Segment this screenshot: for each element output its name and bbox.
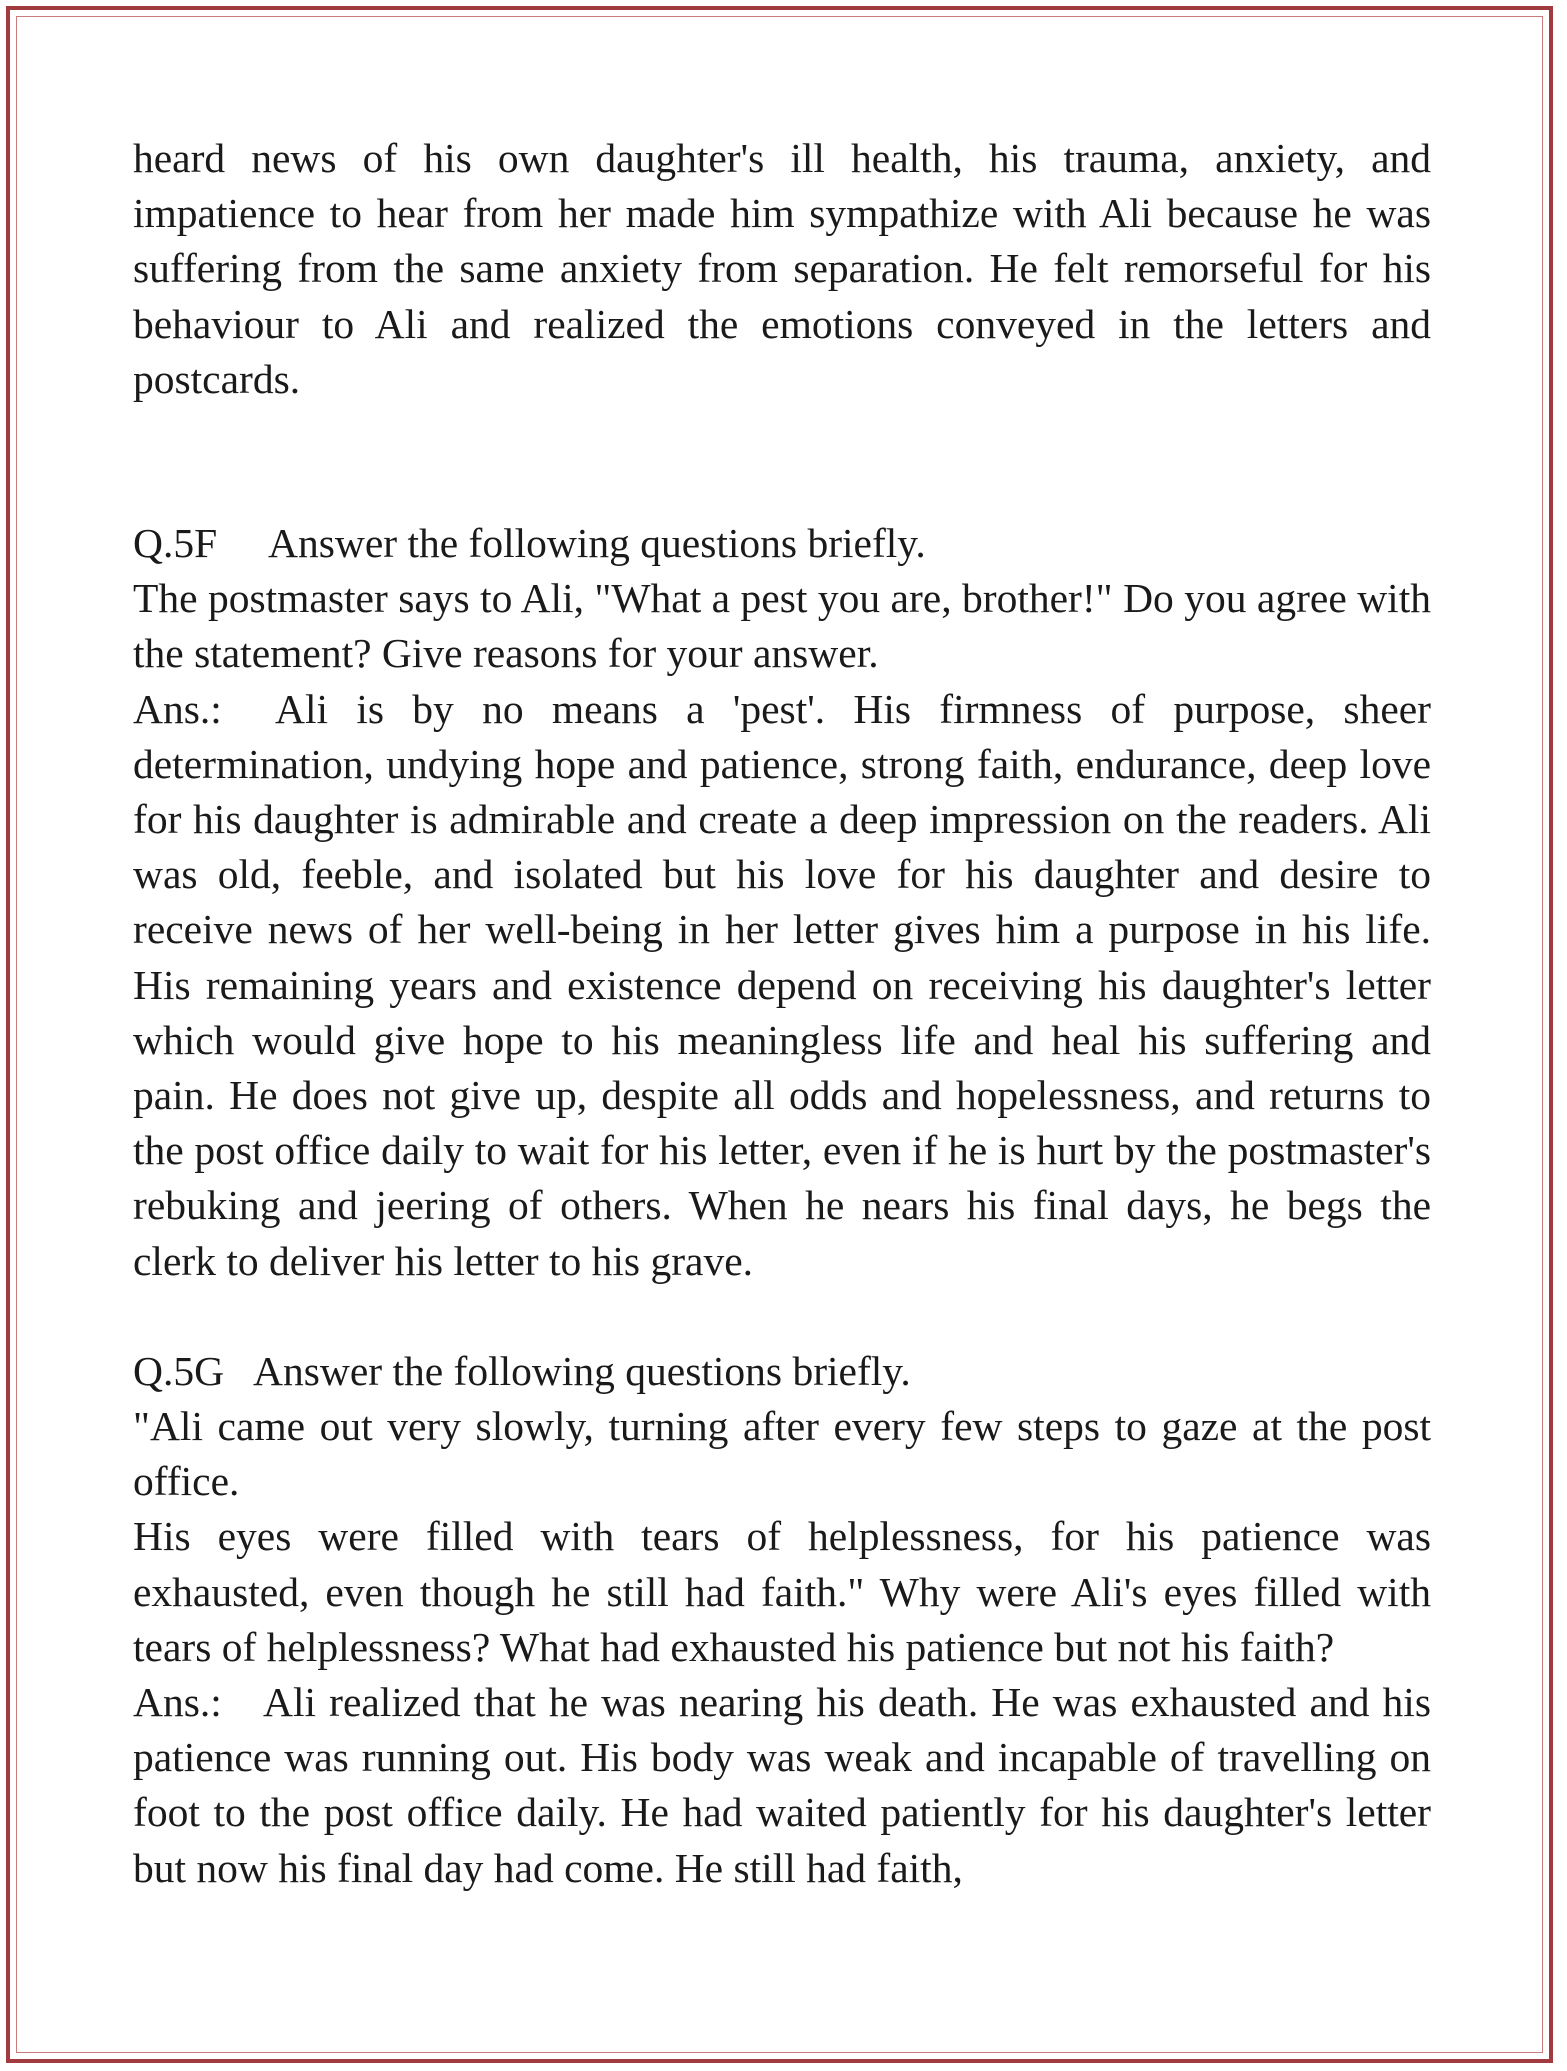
question-instruction: Answer the following questions briefly. bbox=[268, 520, 926, 567]
question-text: His eyes were filled with tears of helplessness, for his patience was exhausted, even though he still had faith." Why were Ali's eyes filled with tears of helplessness? What had exhausted his patience but not his faith? bbox=[133, 1513, 1431, 1670]
spacer bbox=[133, 1289, 1431, 1344]
question-instruction: Answer the following questions briefly. bbox=[253, 1347, 911, 1394]
intro-paragraph: heard news of his own daughter's ill health, his trauma, anxiety, and impatience to hear from her made him sympathize with Ali because he was suffering from the same anxiety from separation. He felt remorseful for his behaviour to Ali and realized the emotions conveyed in the letters and postcards. bbox=[133, 135, 1431, 402]
answer-text: Ali is by no means a 'pest'. His firmness of purpose, sheer determination, undying hope and patience, strong faith, endurance, deep love for his daughter is admirable and create a deep impression on the readers. Ali was old, feeble, and isolated but his love for his daughter and desire to receive news of her well-being in her letter gives him a purpose in his life. His remaining years and existence depend on receiving his daughter's letter which would give hope to his meaningless life and heal his suffering and pain. He does not give up, despite all odds and hopelessness, and returns to the post office daily to wait for his letter, even if he is hurt by the postmaster's rebuking and jeering of others. When he nears his final days, he begs the clerk to deliver his letter to his grave. bbox=[133, 685, 1431, 1284]
question-5f bbox=[133, 516, 1431, 1289]
question-text: The postmaster says to Ali, "What a pest you are, brother!" Do you agree with the statement? Give reasons for your answer. bbox=[133, 575, 1431, 677]
question-5g bbox=[133, 1344, 1431, 1896]
question-quote-line: "Ali came out very slowly, turning after every few steps to gaze at the post office. bbox=[133, 1403, 1431, 1505]
answer-paragraph bbox=[133, 682, 1431, 1289]
spacer bbox=[133, 407, 1431, 516]
question-number: Q.5G bbox=[133, 1347, 225, 1394]
answer-text: Ali realized that he was nearing his death. He was exhausted and his patience was running out. His body was weak and incapable of travelling on foot to the post office daily. He had waited patiently for his daughter's letter but now his final day had come. He still had faith, bbox=[133, 1679, 1431, 1891]
question-heading bbox=[133, 1344, 1431, 1399]
question-number: Q.5F bbox=[133, 520, 218, 567]
answer-label: Ans.: bbox=[133, 1679, 222, 1726]
answer-paragraph bbox=[133, 1675, 1431, 1896]
document-body bbox=[133, 131, 1431, 1896]
question-heading bbox=[133, 516, 1431, 571]
answer-label: Ans.: bbox=[133, 685, 222, 732]
